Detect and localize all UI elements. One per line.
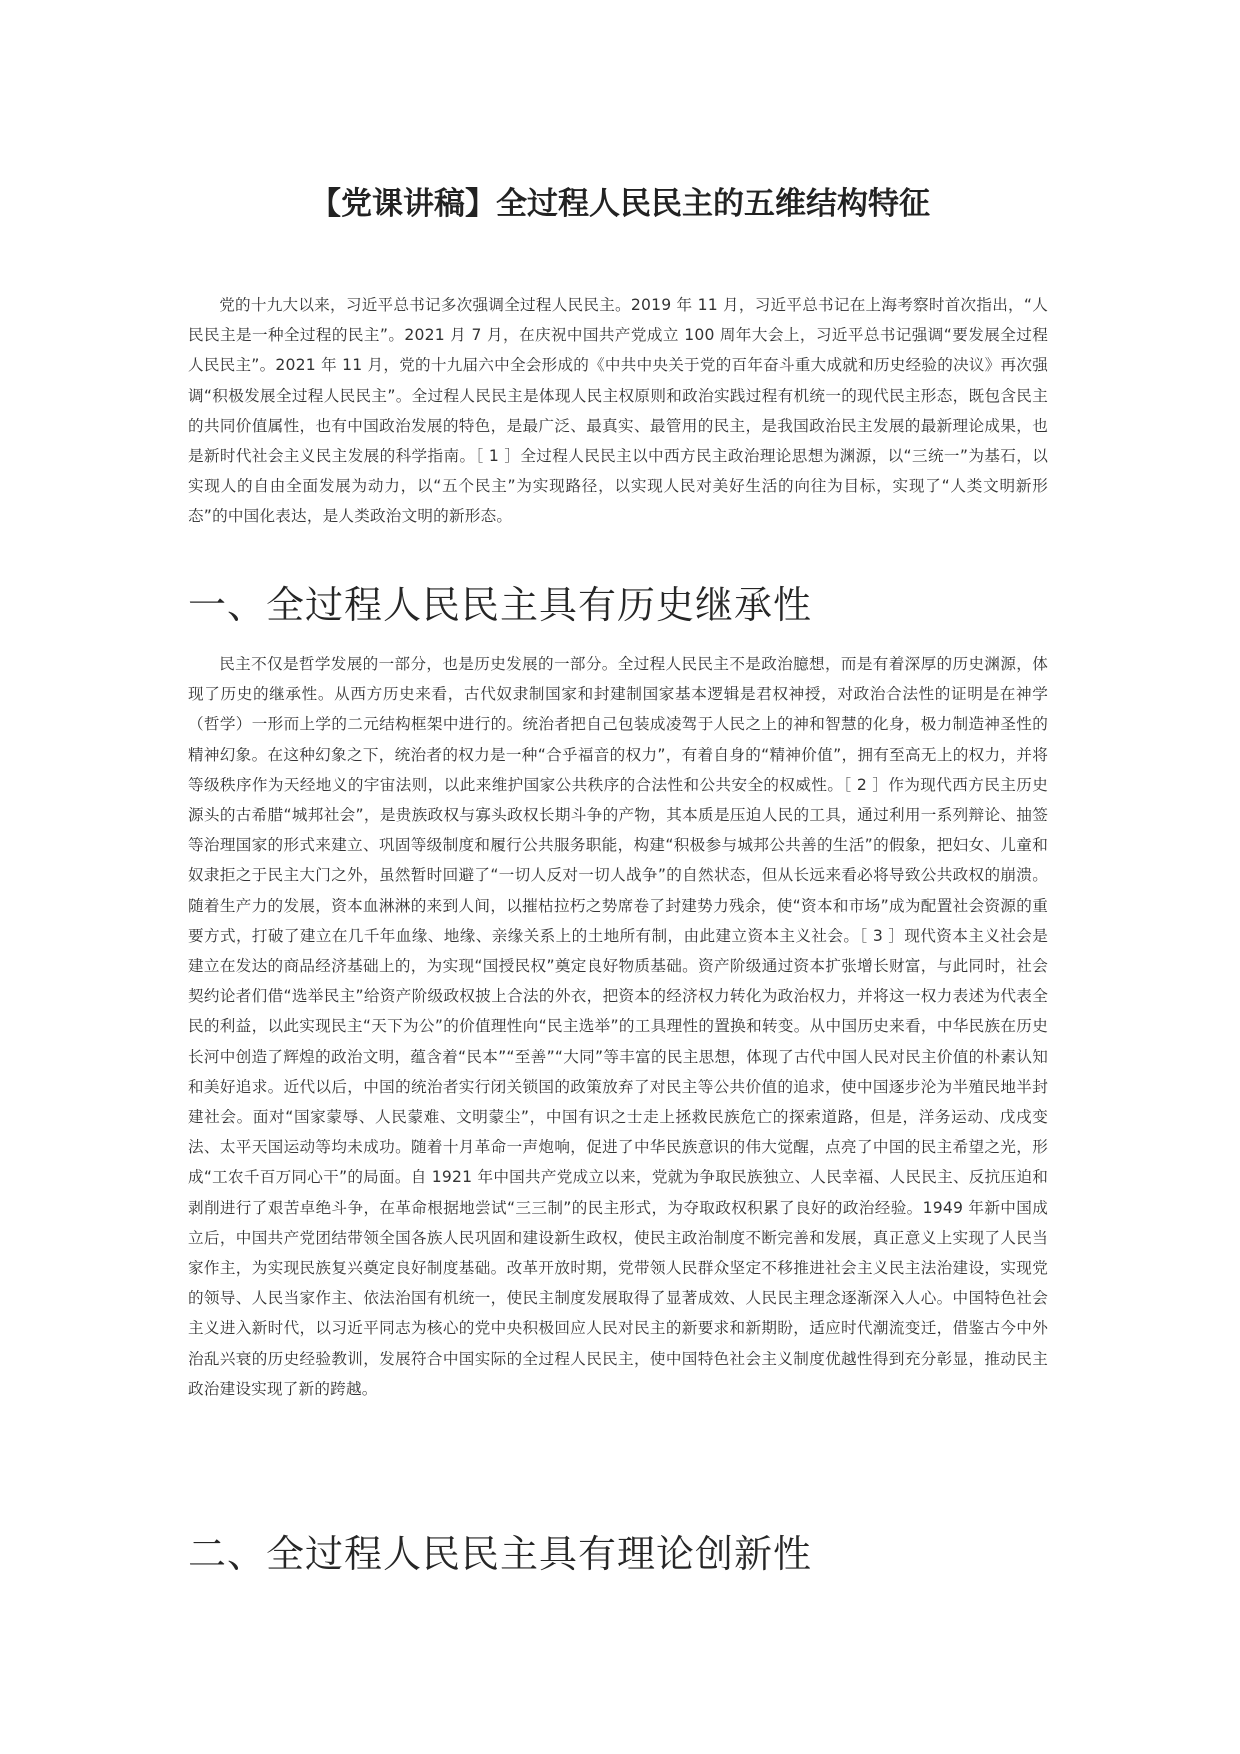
section-heading-1: 一、全过程人民民主具有历史继承性 xyxy=(188,583,813,627)
intro-section xyxy=(188,290,1048,544)
document-title: 【党课讲稿】全过程人民民主的五维结构特征 xyxy=(310,186,930,222)
section-1-paragraph: 民主不仅是哲学发展的一部分，也是历史发展的一部分。全过程人民民主不是政治臆想，而是有着深厚的历史渊源，体现了历史的继承性。从西方历史来看，古代奴隶制国家和封建制国家基本逻辑是君权神授，对政治合法性的证明是在神学（哲学）一形而上学的二元结构框架中进行的。统治者把自己包装成凌驾于人民之上的神和智慧的化身，极力制造神圣性的精神幻象。在这种幻象之下，统治者的权力是一种“合乎福音的权力”，有着自身的“精神价值”，拥有至高无上的权力，并将等级秩序作为天经地义的宇宙法则，以此来维护国家公共秩序的合法性和公共安全的权威性。［ 2 ］作为现代西方民主历史源头的古希腊“城邦社会”，是贵族政权与寡头政权长期斗争的产物，其本质是压迫人民的工具，通过利用一系列辩论、抽签等治理国家的形式来建立、巩固等级制度和履行公共服务职能，构建“积极参与城邦公共善的生活”的假象，把妇女、儿童和奴隶拒之于民主大门之外，虽然暂时回避了“一切人反对一切人战争”的自然状态，但从长远来看必将导致公共政权的崩溃。随着生产力的发展，资本血淋淋的来到人间，以摧枯拉朽之势席卷了封建势力残余，使“资本和市场”成为配置社会资源的重要方式，打破了建立在几千年血缘、地缘、亲缘关系上的土地所有制，由此建立资本主义社会。［ 3 ］现代资本主义社会是建立在发达的商品经济基础上的，为实现“国授民权”奠定良好物质基础。资产阶级通过资本扩张增长财富，与此同时，社会契约论者们借“选举民主”给资产阶级政权披上合法的外衣，把资本的经济权力转化为政治权力，并将这一权力表述为代表全民的利益，以此实现民主“天下为公”的价值理性向“民主选举”的工具理性的置换和转变。从中国历史来看，中华民族在历史长河中创造了辉煌的政治文明，蕴含着“民本”“至善”“大同”等丰富的民主思想，体现了古代中国人民对民主价值的朴素认知和美好追求。近代以后，中国的统治者实行闭关锁国的政策放弃了对民主等公共价值的追求，使中国逐步沦为半殖民地半封建社会。面对“国家蒙辱、人民蒙难、文明蒙尘”，中国有识之士走上拯救民族危亡的探索道路，但是，洋务运动、戊戌变法、太平天国运动等均未成功。随着十月革命一声炮响，促进了中华民族意识的伟大觉醒，点亮了中国的民主希望之光，形成“工农千百万同心干”的局面。自 1921 年中国共产党成立以来，党就为争取民族独立、人民幸福、人民民主、反抗压迫和剥削进行了艰苦卓绝斗争，在革命根据地尝试“三三制”的民主形式，为夺取政权积累了良好的政治经验。1949 年新中国成立后，中国共产党团结带领全国各族人民巩固和建设新生政权，使民主政治制度不断完善和发展，真正意义上实现了人民当家作主，为实现民族复兴奠定良好制度基础。改革开放时期，党带领人民群众坚定不移推进社会主义民主法治建设，实现党的领导、人民当家作主、依法治国有机统一，使民主制度发展取得了显著成效、人民民主理念逐渐深入人心。中国特色社会主义进入新时代，以习近平同志为核心的党中央积极回应人民对民主的新要求和新期盼，适应时代潮流变迁，借鉴古今中外治乱兴衰的历史经验教训，发展符合中国实际的全过程人民民主，使中国特色社会主义制度优越性得到充分彰显，推动民主政治建设实现了新的跨越。 xyxy=(188,655,1048,1398)
intro-paragraph: 党的十九大以来，习近平总书记多次强调全过程人民民主。2019 年 11 月，习近平总书记在上海考察时首次指出，“人民民主是一种全过程的民主”。2021 月 7 月，在庆祝中国共产党成立 100 周年大会上，习近平总书记强调“要发展全过程人民民主”。2021 年 11 月，党的十九届六中全会形成的《中共中央关于党的百年奋斗重大成就和历史经验的决议》再次强调“积极发展全过程人民民主”。全过程人民民主是体现人民主权原则和政治实践过程有机统一的现代民主形态，既包含民主的共同价值属性，也有中国政治发展的特色，是最广泛、最真实、最管用的民主，是我国政治民主发展的最新理论成果，也是新时代社会主义民主发展的科学指南。［ 1 ］全过程人民民主以中西方民主政治理论思想为渊源，以“三统一”为基石，以实现人的自由全面发展为动力，以“五个民主”为实现路径，以实现人民对美好生活的向往为目标，实现了“人类文明新形态”的中国化表达，是人类政治文明的新形态。 xyxy=(188,296,1048,526)
section-heading-2: 二、全过程人民民主具有理论创新性 xyxy=(188,1532,813,1576)
